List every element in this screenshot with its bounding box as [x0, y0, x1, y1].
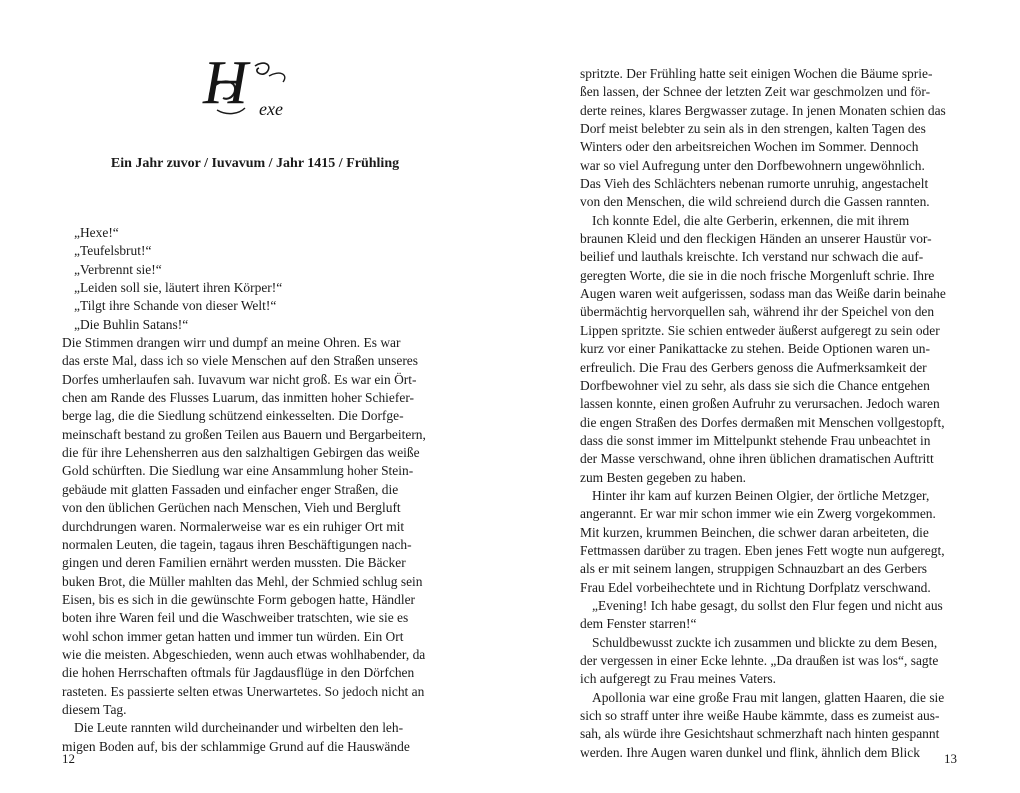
text-line: Frau Edel vorbeihechtete und in Richtung Dorfplatz verschwand.	[580, 579, 931, 595]
text-line: boten ihre Waren feil und die Waschweiber tratschten, wie sie es	[62, 610, 409, 626]
text-line: Gold schürften. Die Siedlung war eine Ansammlung hoher Stein-	[62, 463, 414, 479]
text-line: Schuldbewusst zuckte ich zusammen und blickte zu dem Besen,	[592, 634, 938, 650]
text-line: ich aufgeregt zu Frau meines Vaters.	[580, 671, 777, 687]
text-line: Hinter ihr kam auf kurzen Beinen Olgier, der örtliche Metzger,	[592, 487, 930, 503]
text-line: sich so straff unter ihre weiße Haube kämmte, dass es zumeist aus-	[580, 708, 940, 724]
text-line: Winters oder den arbeitsreichen Wochen im Sommer. Dennoch	[580, 139, 919, 155]
text-line: geregten Worte, die sie in die noch frische Morgenluft schrie. Ihre	[580, 267, 935, 283]
dialogue-line: „Teufelsbrut!“	[74, 243, 152, 259]
page-number-right: 13	[944, 751, 957, 766]
right-body-text	[580, 65, 961, 762]
text-line: sah, als würde ihre Gesichtshaut schmerzhaft nach hinten gespannt	[580, 726, 940, 742]
dialogue-line: dem Fenster starren!“	[580, 616, 697, 632]
text-line: gebäude mit glatten Fassaden und einfacher enger Straßen, die	[62, 481, 399, 497]
text-line: wohl schon immer getan hatten und immer tun würden. Ein Ort	[62, 628, 404, 644]
text-line: Fettmassen darüber zu tragen. Eben jenes Fett wogte nun aufgeregt,	[580, 542, 945, 558]
chapter-heading: Ein Jahr zuvor / Iuvavum / Jahr 1415 / Frühling	[110, 156, 400, 171]
text-line: gingen und deren Familien ernährt werden mussten. Die Bäcker	[62, 555, 406, 571]
text-line: zum Besten gegeben zu haben.	[580, 469, 747, 485]
text-line: das erste Mal, dass ich so viele Menschen auf den Straßen unseres	[62, 353, 418, 369]
text-line: Apollonia war eine große Frau mit langen, glatten Haaren, die sie	[592, 689, 945, 705]
text-line: meinschaft bestand zu großen Teilen aus Bauern und Bergarbeitern,	[62, 426, 426, 442]
dialogue-line: „Evening! Ich habe gesagt, du sollst den Flur fegen und nicht aus	[592, 597, 943, 613]
text-line: der Masse verschwand, ohne ihren üblichen dramatischen Auftritt	[580, 451, 934, 467]
text-line: braunen Kleid und den fleckigen Händen an unserer Haustür vor-	[580, 231, 932, 247]
text-line: Augen waren weit aufgerissen, sodass man das Weiße darin beinahe	[580, 286, 946, 302]
chapter-logo	[203, 49, 313, 128]
text-line: von den üblichen Gerüchen nach Menschen, Vieh und Bergluft	[62, 500, 401, 516]
text-line: Ich konnte Edel, die alte Gerberin, erkennen, die mit ihrem	[592, 212, 910, 228]
text-line: dass die sonst immer im Mittelpunkt stehende Frau unbeachtet in	[580, 432, 931, 448]
text-line: angerannt. Er war mir schon immer wie ein Zwerg vorgekommen.	[580, 506, 936, 522]
logo-initial: H	[203, 49, 248, 117]
page-number-left: 12	[62, 751, 75, 766]
text-line: beilief und lauthals kreischte. Ich verstand nur schwach die auf-	[580, 249, 924, 265]
text-line: Lippen spritzte. Sie schien entweder äußerst aufgeregt zu sein oder	[580, 322, 940, 338]
text-line: werden. Ihre Augen waren dunkel und flink, ähnlich dem Blick	[580, 744, 920, 760]
text-line: rasteten. Es passierte selten etwas Unerwartetes. So jedoch nicht an	[62, 683, 425, 699]
text-line: kurz vor einer Panikattacke zu stehen. Beide Optionen waren un-	[580, 341, 930, 357]
text-line: war so viel Aufregung unter den Dorfbewohnern ungewöhnlich.	[580, 157, 925, 173]
dialogue-line: „Hexe!“	[74, 225, 119, 240]
dialogue-line: „Tilgt ihre Schande von dieser Welt!“	[74, 298, 277, 314]
text-line: buken Brot, die Müller mahlten das Mehl, der Schmied schlug sein	[62, 573, 423, 589]
dialogue-line: „Verbrennt sie!“	[74, 261, 162, 277]
text-line: Dorf meist belebter zu sein als in den strengen, kalten Tagen des	[580, 121, 926, 137]
text-line: derte reines, klares Bergwasser zutage. In jenen Monaten schien das	[580, 102, 946, 118]
left-body-text	[62, 224, 448, 756]
text-line: diesem Tag.	[62, 701, 127, 717]
text-line: Die Leute rannten wild durcheinander und wirbelten den leh-	[74, 720, 404, 736]
text-line: migen Boden auf, bis der schlammige Grund auf die Hauswände	[62, 738, 410, 754]
text-line: übermächtig hervorquellen sah, während ihr der Speichel von den	[580, 304, 935, 320]
text-line: der vergessen in einer Ecke lehnte. „Da draußen ist was los“, sagte	[580, 653, 939, 668]
text-line: Das Vieh des Schlächters nebenan rumorte unruhig, angestachelt	[580, 176, 929, 192]
text-line: wie die meisten. Abgeschieden, wenn auch etwas wohlhabender, da	[62, 646, 426, 662]
text-line: erfreulich. Die Frau des Gerbers genoss die Aufmerksamkeit der	[580, 359, 927, 375]
text-line: Dorfbewohner viel zu sehr, als dass sie sich die Chance entgehen	[580, 377, 930, 393]
text-line: berge lag, die die Siedlung schützend einkesselten. Die Dorfge-	[62, 408, 404, 424]
text-line: als er mit seinem langen, struppigen Schnauzbart an des Gerbers	[580, 561, 928, 577]
text-line: lassen konnte, einen großen Aufruhr zu verursachen. Jedoch waren	[580, 396, 940, 412]
text-line: die für ihre Lehensherren aus den salzhaltigen Gebirgen das weiße	[62, 445, 420, 461]
text-line: von den Menschen, die wild schreiend durch die Gassen rannten.	[580, 194, 930, 210]
text-line: Die Stimmen drangen wirr und dumpf an meine Ohren. Es war	[62, 335, 401, 351]
text-line: Dorfes umherlaufen sah. Iuvavum war nicht groß. Es war ein Ört-	[62, 371, 417, 387]
text-line: Mit kurzen, krummen Beinchen, die schwer daran arbeiteten, die	[580, 524, 929, 540]
text-line: die hohen Herrschaften oftmals für Jagdausflüge in den Dörfchen	[62, 665, 415, 681]
dialogue-line: „Leiden soll sie, läutert ihren Körper!“	[74, 280, 283, 296]
text-line: ßen lassen, der Schnee der letzten Zeit war geschmolzen und för-	[580, 84, 931, 100]
text-line: die engen Straßen des Dorfes dermaßen mit Menschen vollgestopft,	[580, 414, 945, 430]
text-line: spritzte. Der Frühling hatte seit einigen Wochen die Bäume sprie-	[580, 66, 933, 81]
text-line: Eisen, bis es sich in die gewünschte Form gebogen hatte, Händler	[62, 591, 416, 607]
dialogue-line: „Die Buhlin Satans!“	[74, 316, 189, 332]
text-line: normalen Leuten, die tagein, tagaus ihren Beschäftigungen nach-	[62, 536, 412, 552]
text-line: durchdrungen waren. Normalerweise war es ein ruhiger Ort mit	[62, 518, 405, 534]
text-line: chen am Rande des Flusses Luarum, das inmitten hoher Schiefer-	[62, 390, 414, 406]
logo-rest: exe	[259, 99, 283, 119]
